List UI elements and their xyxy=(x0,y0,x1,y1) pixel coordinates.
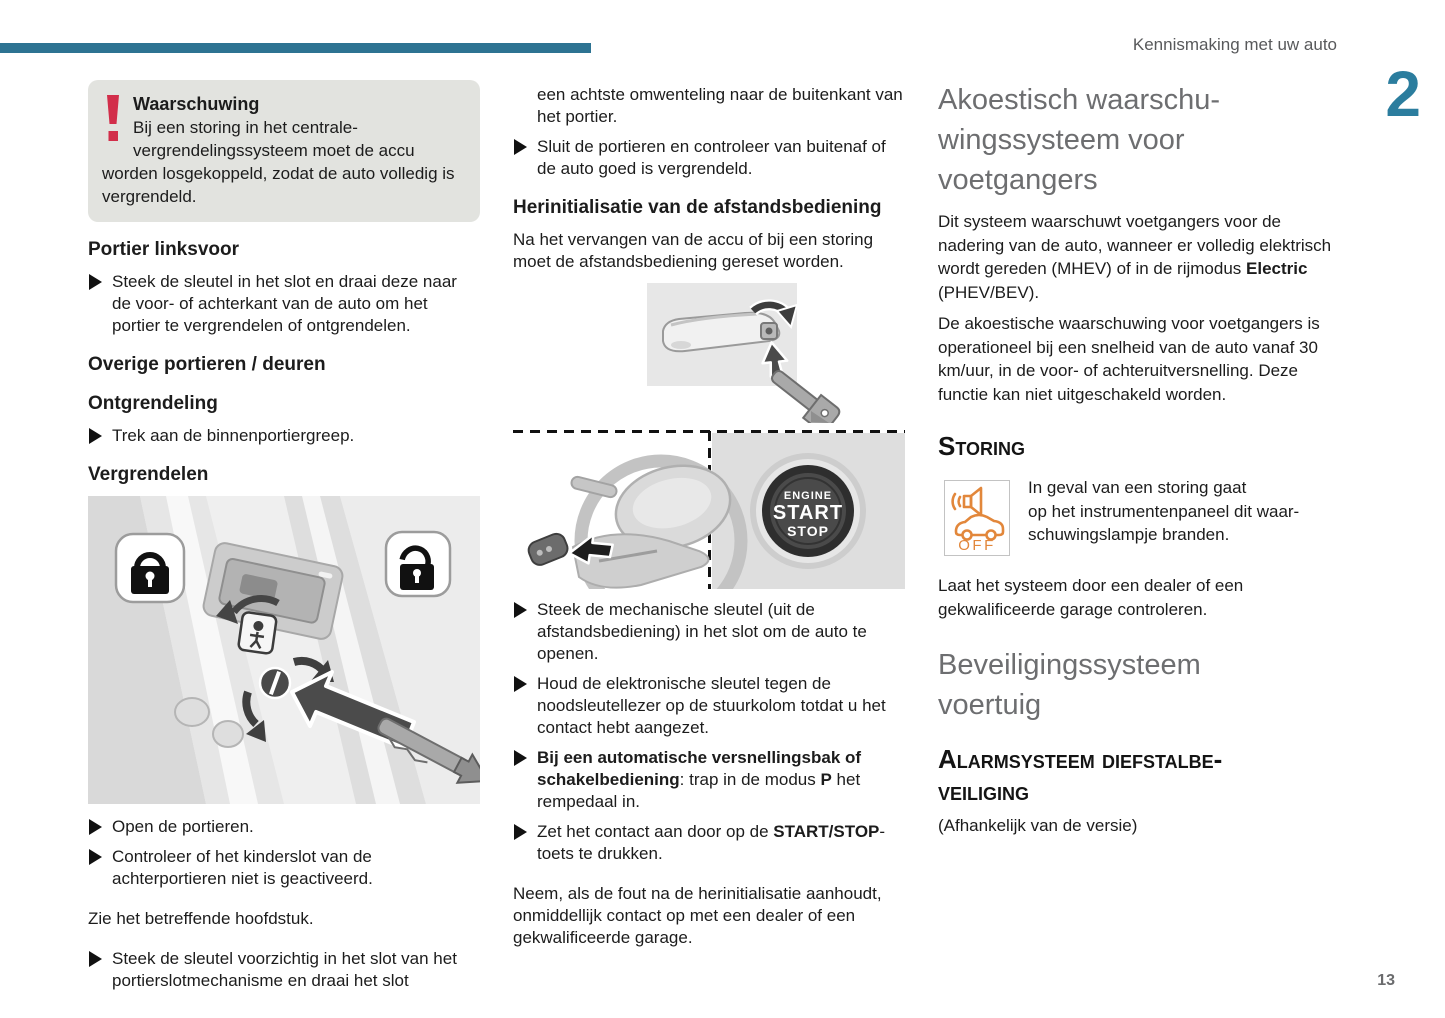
heading-beveiligingssysteem: Beveiligingssysteem voertuig xyxy=(938,649,1201,721)
paragraph: Na het vervangen van de accu of bij een storing moet de afstandsbediening gereset worden. xyxy=(513,230,874,271)
storing-indicator-row xyxy=(938,476,1336,556)
bold-segment: Bij een automatische versnellingsbak of schakelbediening xyxy=(537,748,862,789)
heading-alarmsysteem: Alarmsysteem diefstalbe- veiliging xyxy=(938,744,1223,806)
bullet-arrow-icon xyxy=(514,824,527,840)
bold-segment: START/STOP xyxy=(773,822,880,841)
chapter-number: 2 xyxy=(1385,58,1421,130)
list-item: Trek aan de binnenportiergreep. xyxy=(88,425,480,447)
list-item: Open de portieren. xyxy=(88,816,480,838)
warning-title: Waarschuwing xyxy=(133,94,260,114)
heading-portier-linksvoor: Portier linksvoor xyxy=(88,239,239,260)
running-header: Kennismaking met uw auto xyxy=(1132,35,1337,54)
paragraph: Zie het betreffende hoofdstuk. xyxy=(88,909,314,928)
bullet-arrow-icon xyxy=(514,750,527,766)
start-stop-illustration xyxy=(513,429,905,589)
button-label-engine: ENGINE xyxy=(783,490,833,502)
lock-closed-icon xyxy=(116,534,184,602)
column-left xyxy=(88,80,480,1000)
bullet-arrow-icon xyxy=(89,819,102,835)
emergency-key-icon xyxy=(764,364,841,423)
bullet-arrow-icon xyxy=(514,602,527,618)
bullet-arrow-icon xyxy=(89,849,102,865)
list-item: Steek de mechanische sleutel (uit de afstandsbediening) in het slot om de auto te openen. xyxy=(513,599,908,665)
door-handle-key-illustration xyxy=(641,283,841,423)
bold-segment: P xyxy=(820,770,832,789)
bold-segment: Electric xyxy=(1246,259,1308,278)
pedestrian-horn-off-warning-lamp-icon xyxy=(944,480,1010,556)
bullet-arrow-icon xyxy=(89,274,102,290)
list-item: Bij een automatische versnellingsbak of schakelbediening: trap in de modus P het rempedaal in. xyxy=(513,747,908,813)
button-label-stop: STOP xyxy=(787,523,829,539)
heading-herinitialisatie: Herinitialisatie van de afstandsbediening xyxy=(513,197,882,218)
paragraph: (Afhankelijk van de versie) xyxy=(938,816,1138,835)
start-stop-button xyxy=(750,453,866,569)
door-lock-illustration xyxy=(88,496,480,804)
paragraph-continuation: een achtste omwenteling naar de buitenkant van het portier. xyxy=(537,85,903,126)
bullet-arrow-icon xyxy=(514,676,527,692)
page-number: 13 xyxy=(1377,972,1395,989)
chapter-accent-bar xyxy=(0,43,591,53)
warning-exclamation-icon xyxy=(104,95,121,142)
heading-akoestisch: Akoestisch waarschu- wingssysteem voor voetgangers xyxy=(938,84,1221,196)
heading-storing: Storing xyxy=(938,431,1026,461)
list-item: Zet het contact aan door op de START/STOP-toets te drukken. xyxy=(513,821,908,865)
paragraph: Neem, als de fout na de herinitialisatie aanhoudt, onmiddellijk contact op met een dealer of een gekwalificeerde garage. xyxy=(513,884,882,947)
bullet-arrow-icon xyxy=(89,428,102,444)
warning-box xyxy=(88,80,480,222)
paragraph: Dit systeem waarschuwt voetgangers voor de nadering van de auto, wanneer er volledig elektrisch wordt gereden (MHEV) of in de rijmodus Electric (PHEV/BEV). xyxy=(938,212,1332,302)
column-middle xyxy=(513,80,908,957)
heading-vergrendelen: Vergrendelen xyxy=(88,464,209,485)
bullet-arrow-icon xyxy=(514,139,527,155)
list-item: Sluit de portieren en controleer van buitenaf of de auto goed is vergrendeld. xyxy=(513,136,908,180)
list-item: Controleer of het kinderslot van de achterportieren niet is geactiveerd. xyxy=(88,846,480,890)
electronic-key-icon xyxy=(526,531,570,567)
heading-ontgrendeling: Ontgrendeling xyxy=(88,393,218,414)
child-lock-icon xyxy=(238,612,277,654)
list-item: Steek de sleutel voorzichtig in het slot van het portierslotmechanisme en draai het slot xyxy=(88,948,480,992)
warning-text: Bij een storing in het centrale-vergrendelingssysteem moet de accu worden losgekoppeld, zodat de auto volledig is vergrendeld. xyxy=(102,118,455,206)
lock-open-icon xyxy=(386,532,450,596)
paragraph: De akoestische waarschuwing voor voetgangers is operationeel bij een snelheid van de auto vanaf 30 km/uur, in de voor- of achteruitversnelling. Deze functie kan niet uitgeschakeld worden. xyxy=(938,314,1320,404)
heading-overige-portieren: Overige portieren / deuren xyxy=(88,354,326,375)
list-item: Houd de elektronische sleutel tegen de noodsleutellezer op de stuurkolom totdat u het contact hebt aangezet. xyxy=(513,673,908,739)
bullet-arrow-icon xyxy=(89,951,102,967)
button-label-start: START xyxy=(772,502,844,524)
column-right xyxy=(938,80,1336,845)
storing-text: In geval van een storing gaat op het instrumentenpaneel dit waar- schuwingslampje branden. xyxy=(1028,478,1300,544)
off-label: OFF xyxy=(958,537,996,552)
paragraph: Laat het systeem door een dealer of een gekwalificeerde garage controleren. xyxy=(938,576,1244,619)
list-item: Steek de sleutel in het slot en draai deze naar de voor- of achterkant van de auto om het portier te vergrendelen of ontgrendelen. xyxy=(88,271,480,337)
